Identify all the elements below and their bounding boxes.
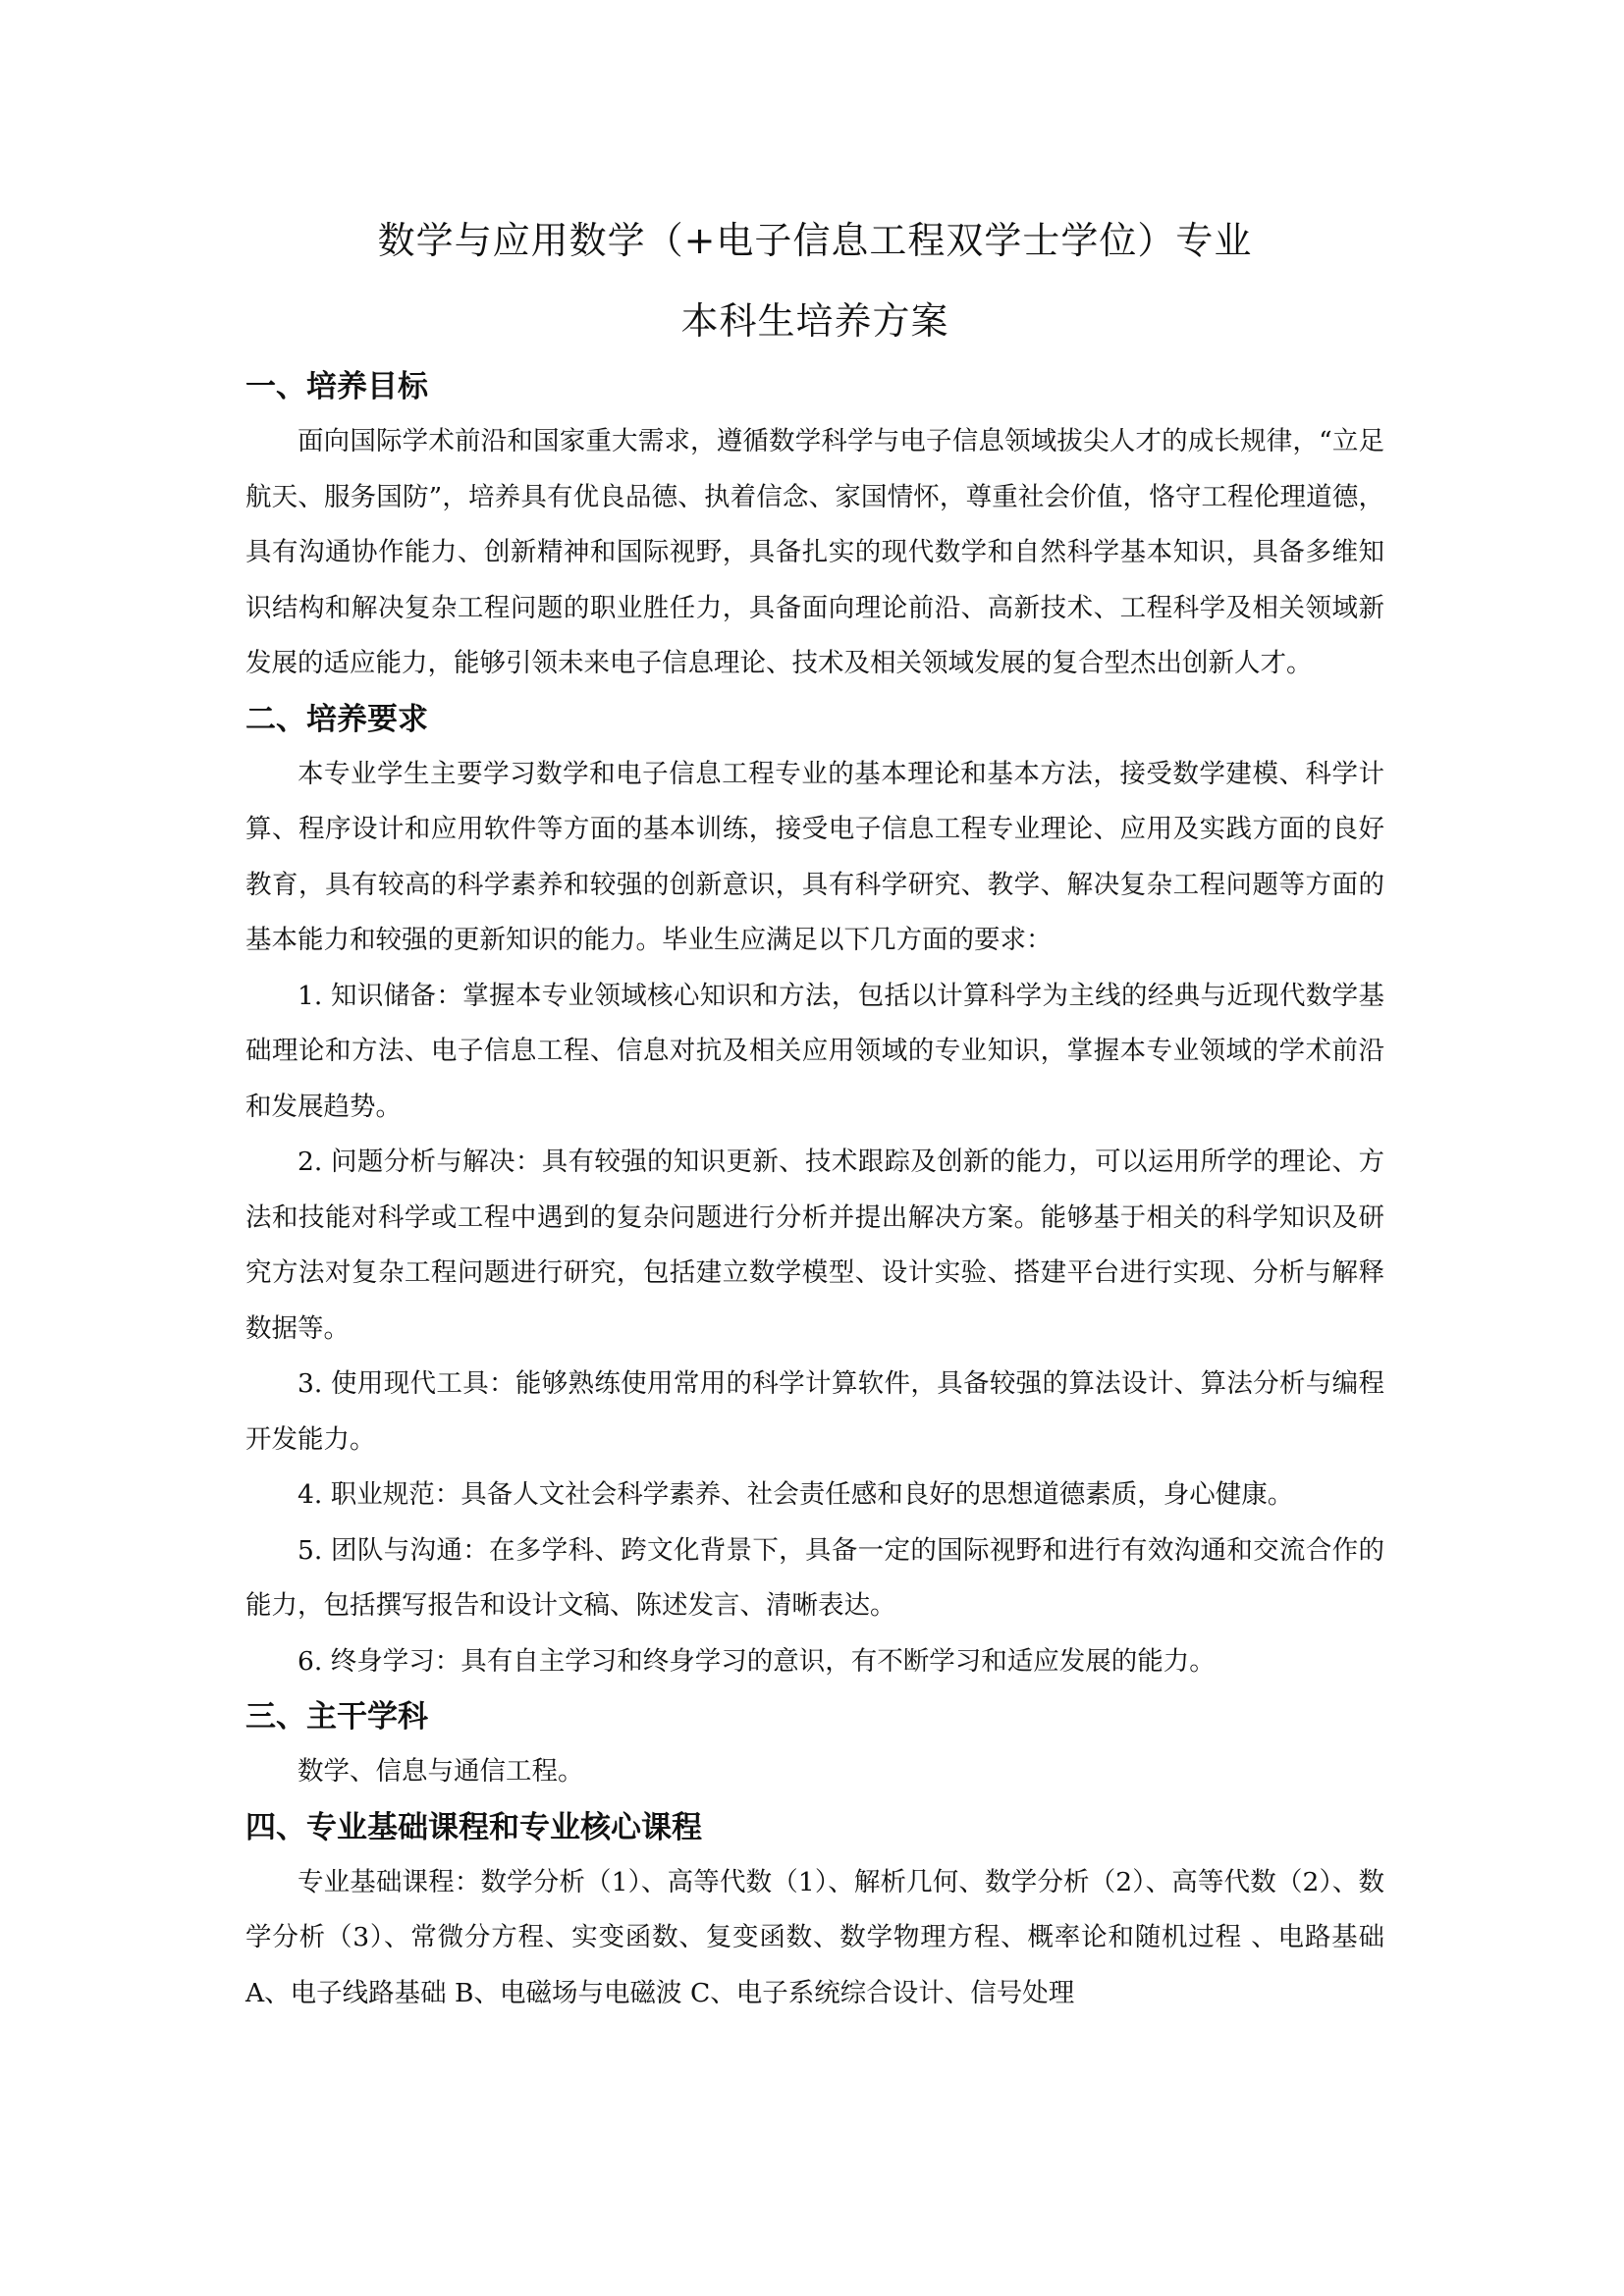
document-title-line2: 本科生培养方案 [680, 299, 949, 343]
section-paragraph: 面向国际学术前沿和国家重大需求，遵循数学科学与电子信息领域拔尖人才的成长规律，“立足航天、服务国防”，培养具有优良品德、执着信念、家国情怀，尊重社会价值，恪守工程伦理道德，具有沟通协作能力、创新精神和国际视野，具备扎实的现代数学和自然科学基本知识，具备多维知识结构和解决复杂工程问题的职业胜任力，具备面向理论前沿、高新技术、工程科学及相关领域新发展的适应能力，能够引领未来电子信息理论、技术及相关领域发展的复合型杰出创新人才。 [245, 426, 1384, 678]
requirement-item: 5. 团队与沟通：在多学科、跨文化背景下，具备一定的国际视野和进行有效沟通和交流合作的能力，包括撰写报告和设计文稿、陈述发言、清晰表达。 [245, 1534, 1384, 1621]
section-heading: 一、培养目标 [245, 369, 428, 404]
requirement-item: 2. 问题分析与解决：具有较强的知识更新、技术跟踪及创新的能力，可以运用所学的理论、方法和技能对科学或工程中遇到的复杂问题进行分析并提出解决方案。能够基于相关的科学知识及研究方法对复杂工程问题进行研究，包括建立数学模型、设计实验、搭建平台进行实现、分析与解释数据等。 [245, 1147, 1384, 1344]
section-paragraph: 专业基础课程：数学分析（1）、高等代数（1）、解析几何、数学分析（2）、高等代数（2）、数学分析（3）、常微分方程、实变函数、复变函数、数学物理方程、概率论和随机过程 、电路基础 A、电子线路基础 B、电磁场与电磁波 C、电子系统综合设计、信号处理 [245, 1866, 1384, 2008]
section-heading: 四、专业基础课程和专业核心课程 [245, 1809, 702, 1845]
requirement-item: 1. 知识储备：掌握本专业领域核心知识和方法，包括以计算科学为主线的经典与近现代数学基础理论和方法、电子信息工程、信息对抗及相关应用领域的专业知识，掌握本专业领域的学术前沿和发展趋势。 [245, 980, 1384, 1122]
section-heading: 三、主干学科 [245, 1699, 428, 1735]
section-training-requirements [245, 692, 1384, 1690]
section-training-objectives [245, 359, 1384, 692]
section-main-disciplines [245, 1689, 1384, 1800]
requirement-item: 6. 终身学习：具有自主学习和终身学习的意识，有不断学习和适应发展的能力。 [298, 1645, 1216, 1677]
section-intro-paragraph: 本专业学生主要学习数学和电子信息工程专业的基本理论和基本方法，接受数学建模、科学计算、程序设计和应用软件等方面的基本训练，接受电子信息工程专业理论、应用及实践方面的良好教育，具有较高的科学素养和较强的创新意识，具有科学研究、教学、解决复杂工程问题等方面的基本能力和较强的更新知识的能力。毕业生应满足以下几方面的要求： [245, 758, 1384, 955]
document-title-line1: 数学与应用数学（+电子信息工程双学士学位）专业 [377, 219, 1253, 262]
requirement-item: 3. 使用现代工具：能够熟练使用常用的科学计算软件，具备较强的算法设计、算法分析与编程开发能力。 [245, 1368, 1384, 1455]
section-heading: 二、培养要求 [245, 701, 428, 737]
section-paragraph: 数学、信息与通信工程。 [298, 1756, 584, 1787]
section-core-courses [245, 1800, 1384, 2022]
document-page [245, 196, 1384, 2021]
requirement-item: 4. 职业规范：具备人文社会科学素养、社会责任感和良好的思想道德素质，身心健康。 [298, 1479, 1294, 1510]
